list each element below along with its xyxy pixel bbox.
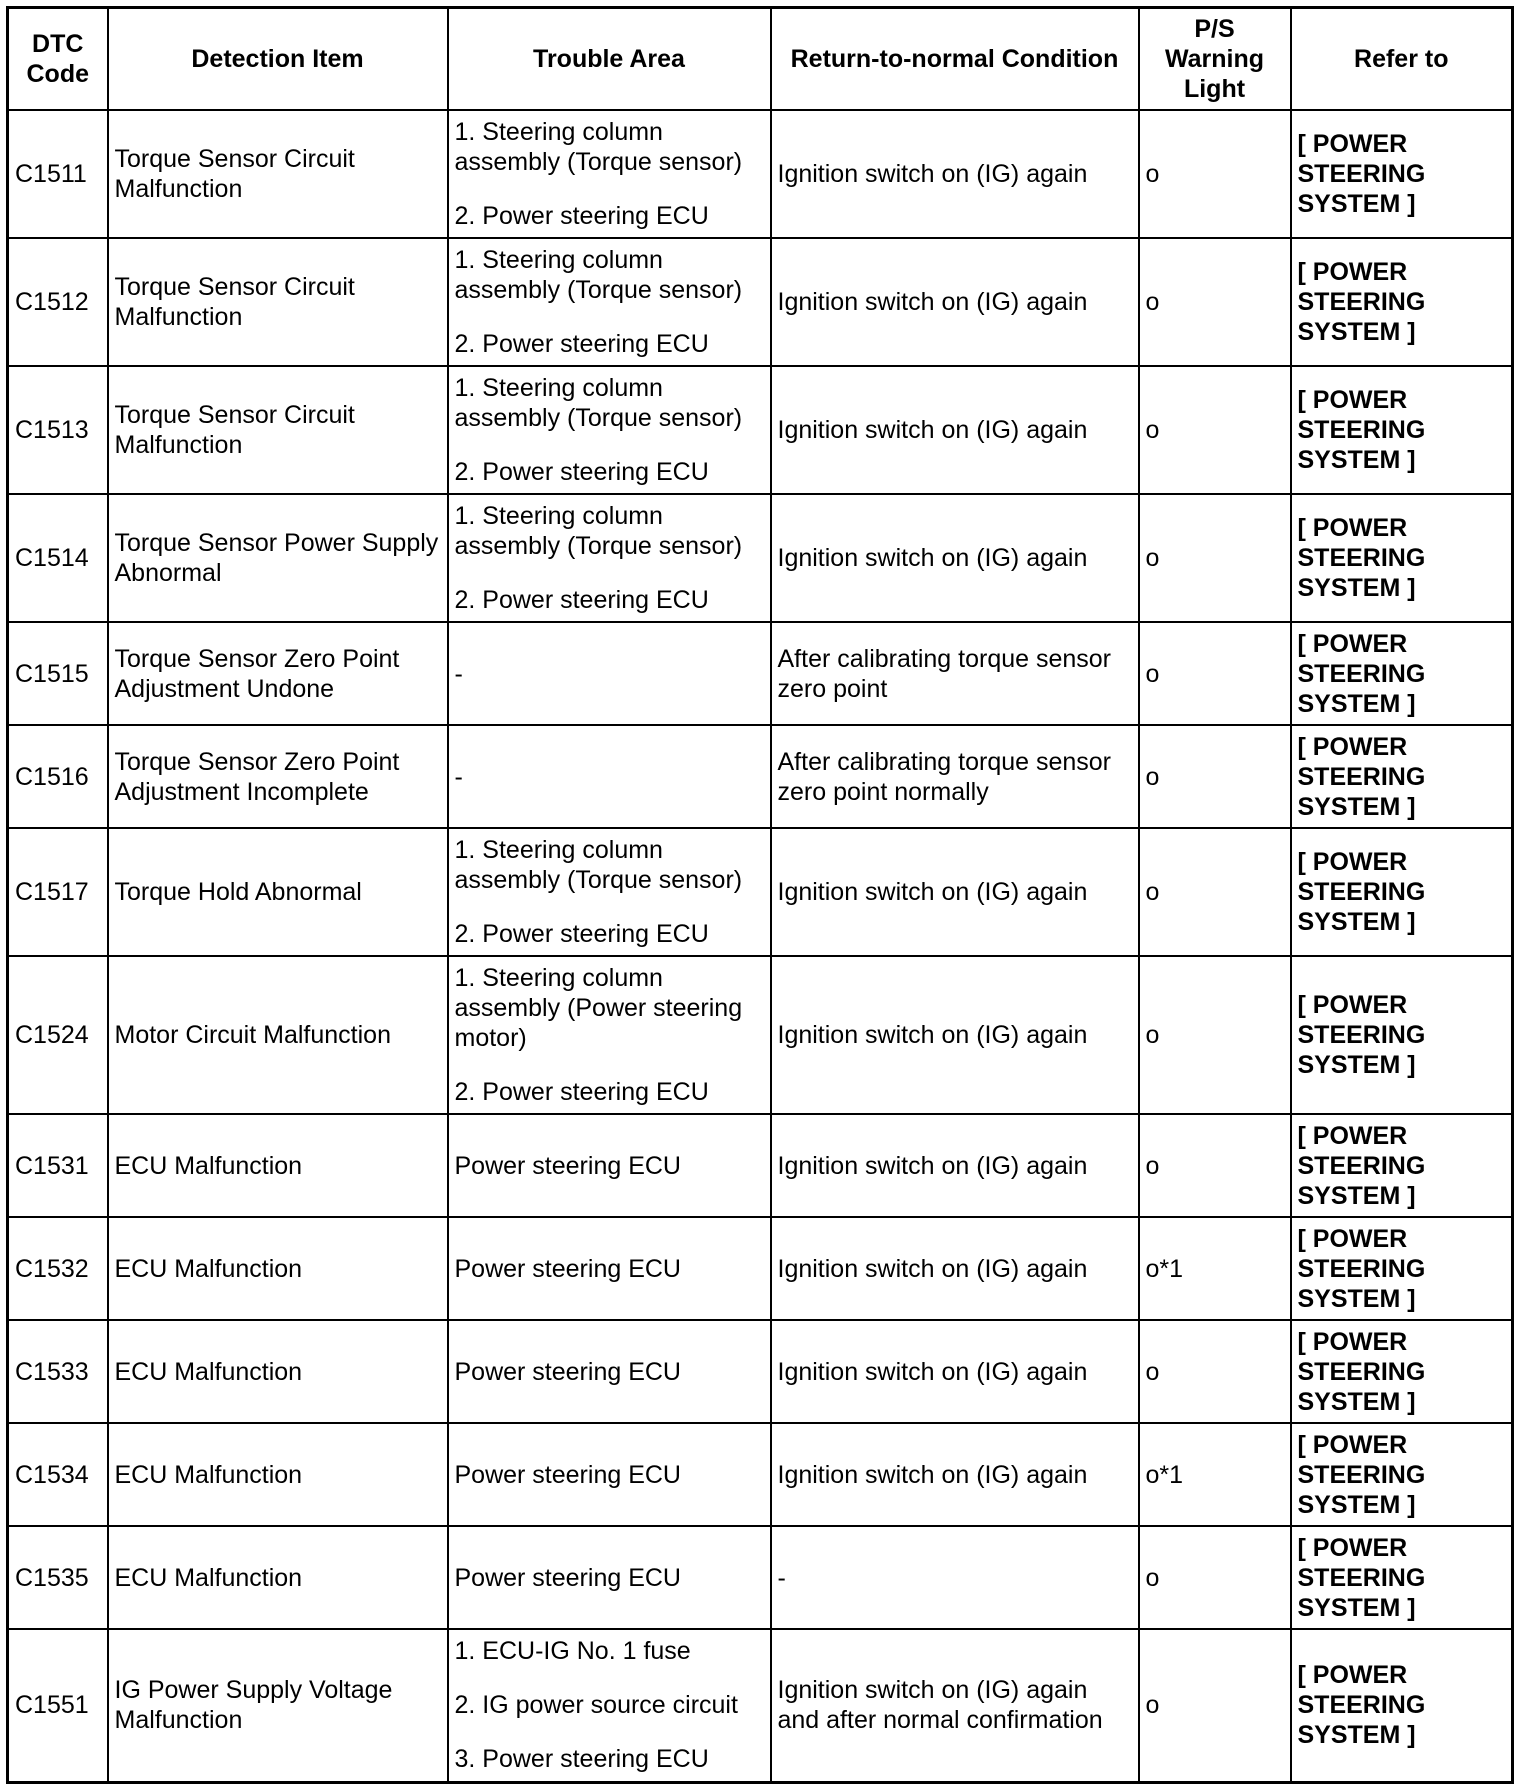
trouble-area-cell xyxy=(448,956,771,1114)
trouble-area-list xyxy=(455,117,764,231)
header-trouble-area: Trouble Area xyxy=(448,8,771,111)
warning-light-cell: o xyxy=(1139,366,1291,494)
detection-item-cell: ECU Malfunction xyxy=(108,1217,448,1320)
header-row xyxy=(8,8,1513,111)
refer-to-cell: [ POWER STEERING SYSTEM ] xyxy=(1291,1320,1513,1423)
trouble-area-item: Power steering ECU xyxy=(454,1460,681,1489)
return-condition-cell: After calibrating torque sensor zero point normally xyxy=(771,725,1139,828)
return-condition-cell: Ignition switch on (IG) again xyxy=(771,110,1139,238)
detection-item-cell: IG Power Supply Voltage Malfunction xyxy=(108,1629,448,1782)
warning-light-cell: o*1 xyxy=(1139,1217,1291,1320)
trouble-area-cell xyxy=(448,1217,771,1320)
refer-to-cell: [ POWER STEERING SYSTEM ] xyxy=(1291,622,1513,725)
dtc-code-cell: C1531 xyxy=(8,1114,108,1217)
refer-to-cell: [ POWER STEERING SYSTEM ] xyxy=(1291,110,1513,238)
dtc-code-cell: C1524 xyxy=(8,956,108,1114)
return-condition-cell: Ignition switch on (IG) again and after normal confirmation xyxy=(771,1629,1139,1782)
trouble-area-list xyxy=(455,1636,764,1774)
trouble-area-item: 2. Power steering ECU xyxy=(454,586,709,614)
dtc-code-cell: C1513 xyxy=(8,366,108,494)
dtc-code-cell: C1515 xyxy=(8,622,108,725)
dtc-code-cell: C1535 xyxy=(8,1526,108,1629)
trouble-area-list xyxy=(455,835,764,949)
trouble-area-item: 1. Steering column assembly (Torque sensor) xyxy=(454,246,743,304)
trouble-area-item: 2. Power steering ECU xyxy=(454,202,709,230)
warning-light-cell: o xyxy=(1139,828,1291,956)
trouble-area-cell xyxy=(448,1526,771,1629)
warning-light-cell: o xyxy=(1139,1320,1291,1423)
warning-light-cell: o*1 xyxy=(1139,1423,1291,1526)
dtc-table xyxy=(6,6,1514,1784)
refer-to-cell: [ POWER STEERING SYSTEM ] xyxy=(1291,366,1513,494)
header-return-condition: Return-to-normal Condition xyxy=(771,8,1139,111)
return-condition-cell: Ignition switch on (IG) again xyxy=(771,1217,1139,1320)
refer-to-cell: [ POWER STEERING SYSTEM ] xyxy=(1291,494,1513,622)
table-row xyxy=(8,725,1513,828)
detection-item-cell: ECU Malfunction xyxy=(108,1320,448,1423)
trouble-area-item: Power steering ECU xyxy=(454,1254,681,1283)
trouble-area-item: 2. IG power source circuit xyxy=(454,1691,738,1720)
trouble-area-item: Power steering ECU xyxy=(454,1151,681,1180)
trouble-area-cell xyxy=(448,1114,771,1217)
trouble-area-item: 1. ECU-IG No. 1 fuse xyxy=(454,1637,691,1666)
table-body xyxy=(8,110,1513,1782)
return-condition-cell: Ignition switch on (IG) again xyxy=(771,494,1139,622)
header-dtc-code: DTC Code xyxy=(8,8,108,111)
refer-to-cell: [ POWER STEERING SYSTEM ] xyxy=(1291,1526,1513,1629)
dtc-code-cell: C1533 xyxy=(8,1320,108,1423)
warning-light-cell: o xyxy=(1139,956,1291,1114)
detection-item-cell: Torque Hold Abnormal xyxy=(108,828,448,956)
dtc-code-cell: C1534 xyxy=(8,1423,108,1526)
table-row xyxy=(8,1114,1513,1217)
dtc-code-cell: C1551 xyxy=(8,1629,108,1782)
trouble-area-cell xyxy=(448,238,771,366)
refer-to-cell: [ POWER STEERING SYSTEM ] xyxy=(1291,238,1513,366)
dtc-code-cell: C1514 xyxy=(8,494,108,622)
trouble-area-item: 1. Steering column assembly (Torque sensor) xyxy=(454,836,743,894)
warning-light-cell: o xyxy=(1139,622,1291,725)
trouble-area-item: 2. Power steering ECU xyxy=(454,1078,709,1106)
dtc-code-cell: C1532 xyxy=(8,1217,108,1320)
warning-light-cell: o xyxy=(1139,494,1291,622)
trouble-area-list xyxy=(455,963,764,1107)
dtc-table-wrapper xyxy=(6,6,1514,1784)
table-row xyxy=(8,622,1513,725)
trouble-area-list xyxy=(455,245,764,359)
table-row xyxy=(8,1217,1513,1320)
trouble-area-list xyxy=(455,1151,764,1181)
header-refer-to: Refer to xyxy=(1291,8,1513,111)
detection-item-cell: Torque Sensor Zero Point Adjustment Incomplete xyxy=(108,725,448,828)
trouble-area-list xyxy=(455,762,764,792)
warning-light-cell: o xyxy=(1139,1629,1291,1782)
trouble-area-list xyxy=(455,501,764,615)
trouble-area-item: 1. Steering column assembly (Torque sensor) xyxy=(454,118,743,176)
dtc-code-cell: C1512 xyxy=(8,238,108,366)
trouble-area-cell xyxy=(448,1629,771,1782)
trouble-area-cell xyxy=(448,1423,771,1526)
detection-item-cell: ECU Malfunction xyxy=(108,1526,448,1629)
trouble-area-list xyxy=(455,659,764,689)
trouble-area-item: - xyxy=(454,762,463,791)
warning-light-cell: o xyxy=(1139,1526,1291,1629)
trouble-area-item: 2. Power steering ECU xyxy=(454,330,709,358)
trouble-area-cell xyxy=(448,1320,771,1423)
return-condition-cell: Ignition switch on (IG) again xyxy=(771,1114,1139,1217)
refer-to-cell: [ POWER STEERING SYSTEM ] xyxy=(1291,956,1513,1114)
refer-to-cell: [ POWER STEERING SYSTEM ] xyxy=(1291,725,1513,828)
trouble-area-item: 1. Steering column assembly (Power steering motor) xyxy=(454,964,743,1052)
table-row xyxy=(8,110,1513,238)
warning-light-cell: o xyxy=(1139,238,1291,366)
trouble-area-list xyxy=(455,373,764,487)
header-detection-item: Detection Item xyxy=(108,8,448,111)
trouble-area-cell xyxy=(448,366,771,494)
table-row xyxy=(8,494,1513,622)
return-condition-cell: After calibrating torque sensor zero point xyxy=(771,622,1139,725)
trouble-area-item: 3. Power steering ECU xyxy=(454,1745,709,1774)
trouble-area-cell xyxy=(448,110,771,238)
dtc-code-cell: C1516 xyxy=(8,725,108,828)
trouble-area-item: - xyxy=(454,659,463,688)
trouble-area-list xyxy=(455,1460,764,1490)
return-condition-cell: - xyxy=(771,1526,1139,1629)
return-condition-cell: Ignition switch on (IG) again xyxy=(771,956,1139,1114)
table-row xyxy=(8,956,1513,1114)
detection-item-cell: Torque Sensor Circuit Malfunction xyxy=(108,238,448,366)
refer-to-cell: [ POWER STEERING SYSTEM ] xyxy=(1291,1114,1513,1217)
trouble-area-item: 2. Power steering ECU xyxy=(454,920,709,948)
warning-light-cell: o xyxy=(1139,1114,1291,1217)
table-row xyxy=(8,366,1513,494)
warning-light-cell: o xyxy=(1139,725,1291,828)
table-row xyxy=(8,238,1513,366)
detection-item-cell: Torque Sensor Circuit Malfunction xyxy=(108,366,448,494)
trouble-area-list xyxy=(455,1254,764,1284)
return-condition-cell: Ignition switch on (IG) again xyxy=(771,828,1139,956)
trouble-area-cell xyxy=(448,622,771,725)
table-row xyxy=(8,1423,1513,1526)
refer-to-cell: [ POWER STEERING SYSTEM ] xyxy=(1291,1629,1513,1782)
header-warning-light: P/S Warning Light xyxy=(1139,8,1291,111)
table-row xyxy=(8,828,1513,956)
dtc-code-cell: C1517 xyxy=(8,828,108,956)
refer-to-cell: [ POWER STEERING SYSTEM ] xyxy=(1291,1217,1513,1320)
trouble-area-cell xyxy=(448,828,771,956)
trouble-area-list xyxy=(455,1357,764,1387)
table-row xyxy=(8,1320,1513,1423)
trouble-area-item: Power steering ECU xyxy=(454,1563,681,1592)
dtc-code-cell: C1511 xyxy=(8,110,108,238)
trouble-area-cell xyxy=(448,494,771,622)
detection-item-cell: ECU Malfunction xyxy=(108,1423,448,1526)
trouble-area-item: Power steering ECU xyxy=(454,1357,681,1386)
detection-item-cell: ECU Malfunction xyxy=(108,1114,448,1217)
return-condition-cell: Ignition switch on (IG) again xyxy=(771,366,1139,494)
detection-item-cell: Torque Sensor Zero Point Adjustment Undone xyxy=(108,622,448,725)
trouble-area-item: 1. Steering column assembly (Torque sensor) xyxy=(454,502,743,560)
warning-light-cell: o xyxy=(1139,110,1291,238)
table-row xyxy=(8,1526,1513,1629)
refer-to-cell: [ POWER STEERING SYSTEM ] xyxy=(1291,1423,1513,1526)
detection-item-cell: Torque Sensor Circuit Malfunction xyxy=(108,110,448,238)
return-condition-cell: Ignition switch on (IG) again xyxy=(771,1320,1139,1423)
refer-to-cell: [ POWER STEERING SYSTEM ] xyxy=(1291,828,1513,956)
trouble-area-cell xyxy=(448,725,771,828)
return-condition-cell: Ignition switch on (IG) again xyxy=(771,1423,1139,1526)
detection-item-cell: Torque Sensor Power Supply Abnormal xyxy=(108,494,448,622)
detection-item-cell: Motor Circuit Malfunction xyxy=(108,956,448,1114)
trouble-area-list xyxy=(455,1563,764,1593)
trouble-area-item: 2. Power steering ECU xyxy=(454,458,709,486)
return-condition-cell: Ignition switch on (IG) again xyxy=(771,238,1139,366)
trouble-area-item: 1. Steering column assembly (Torque sensor) xyxy=(454,374,743,432)
table-row xyxy=(8,1629,1513,1782)
